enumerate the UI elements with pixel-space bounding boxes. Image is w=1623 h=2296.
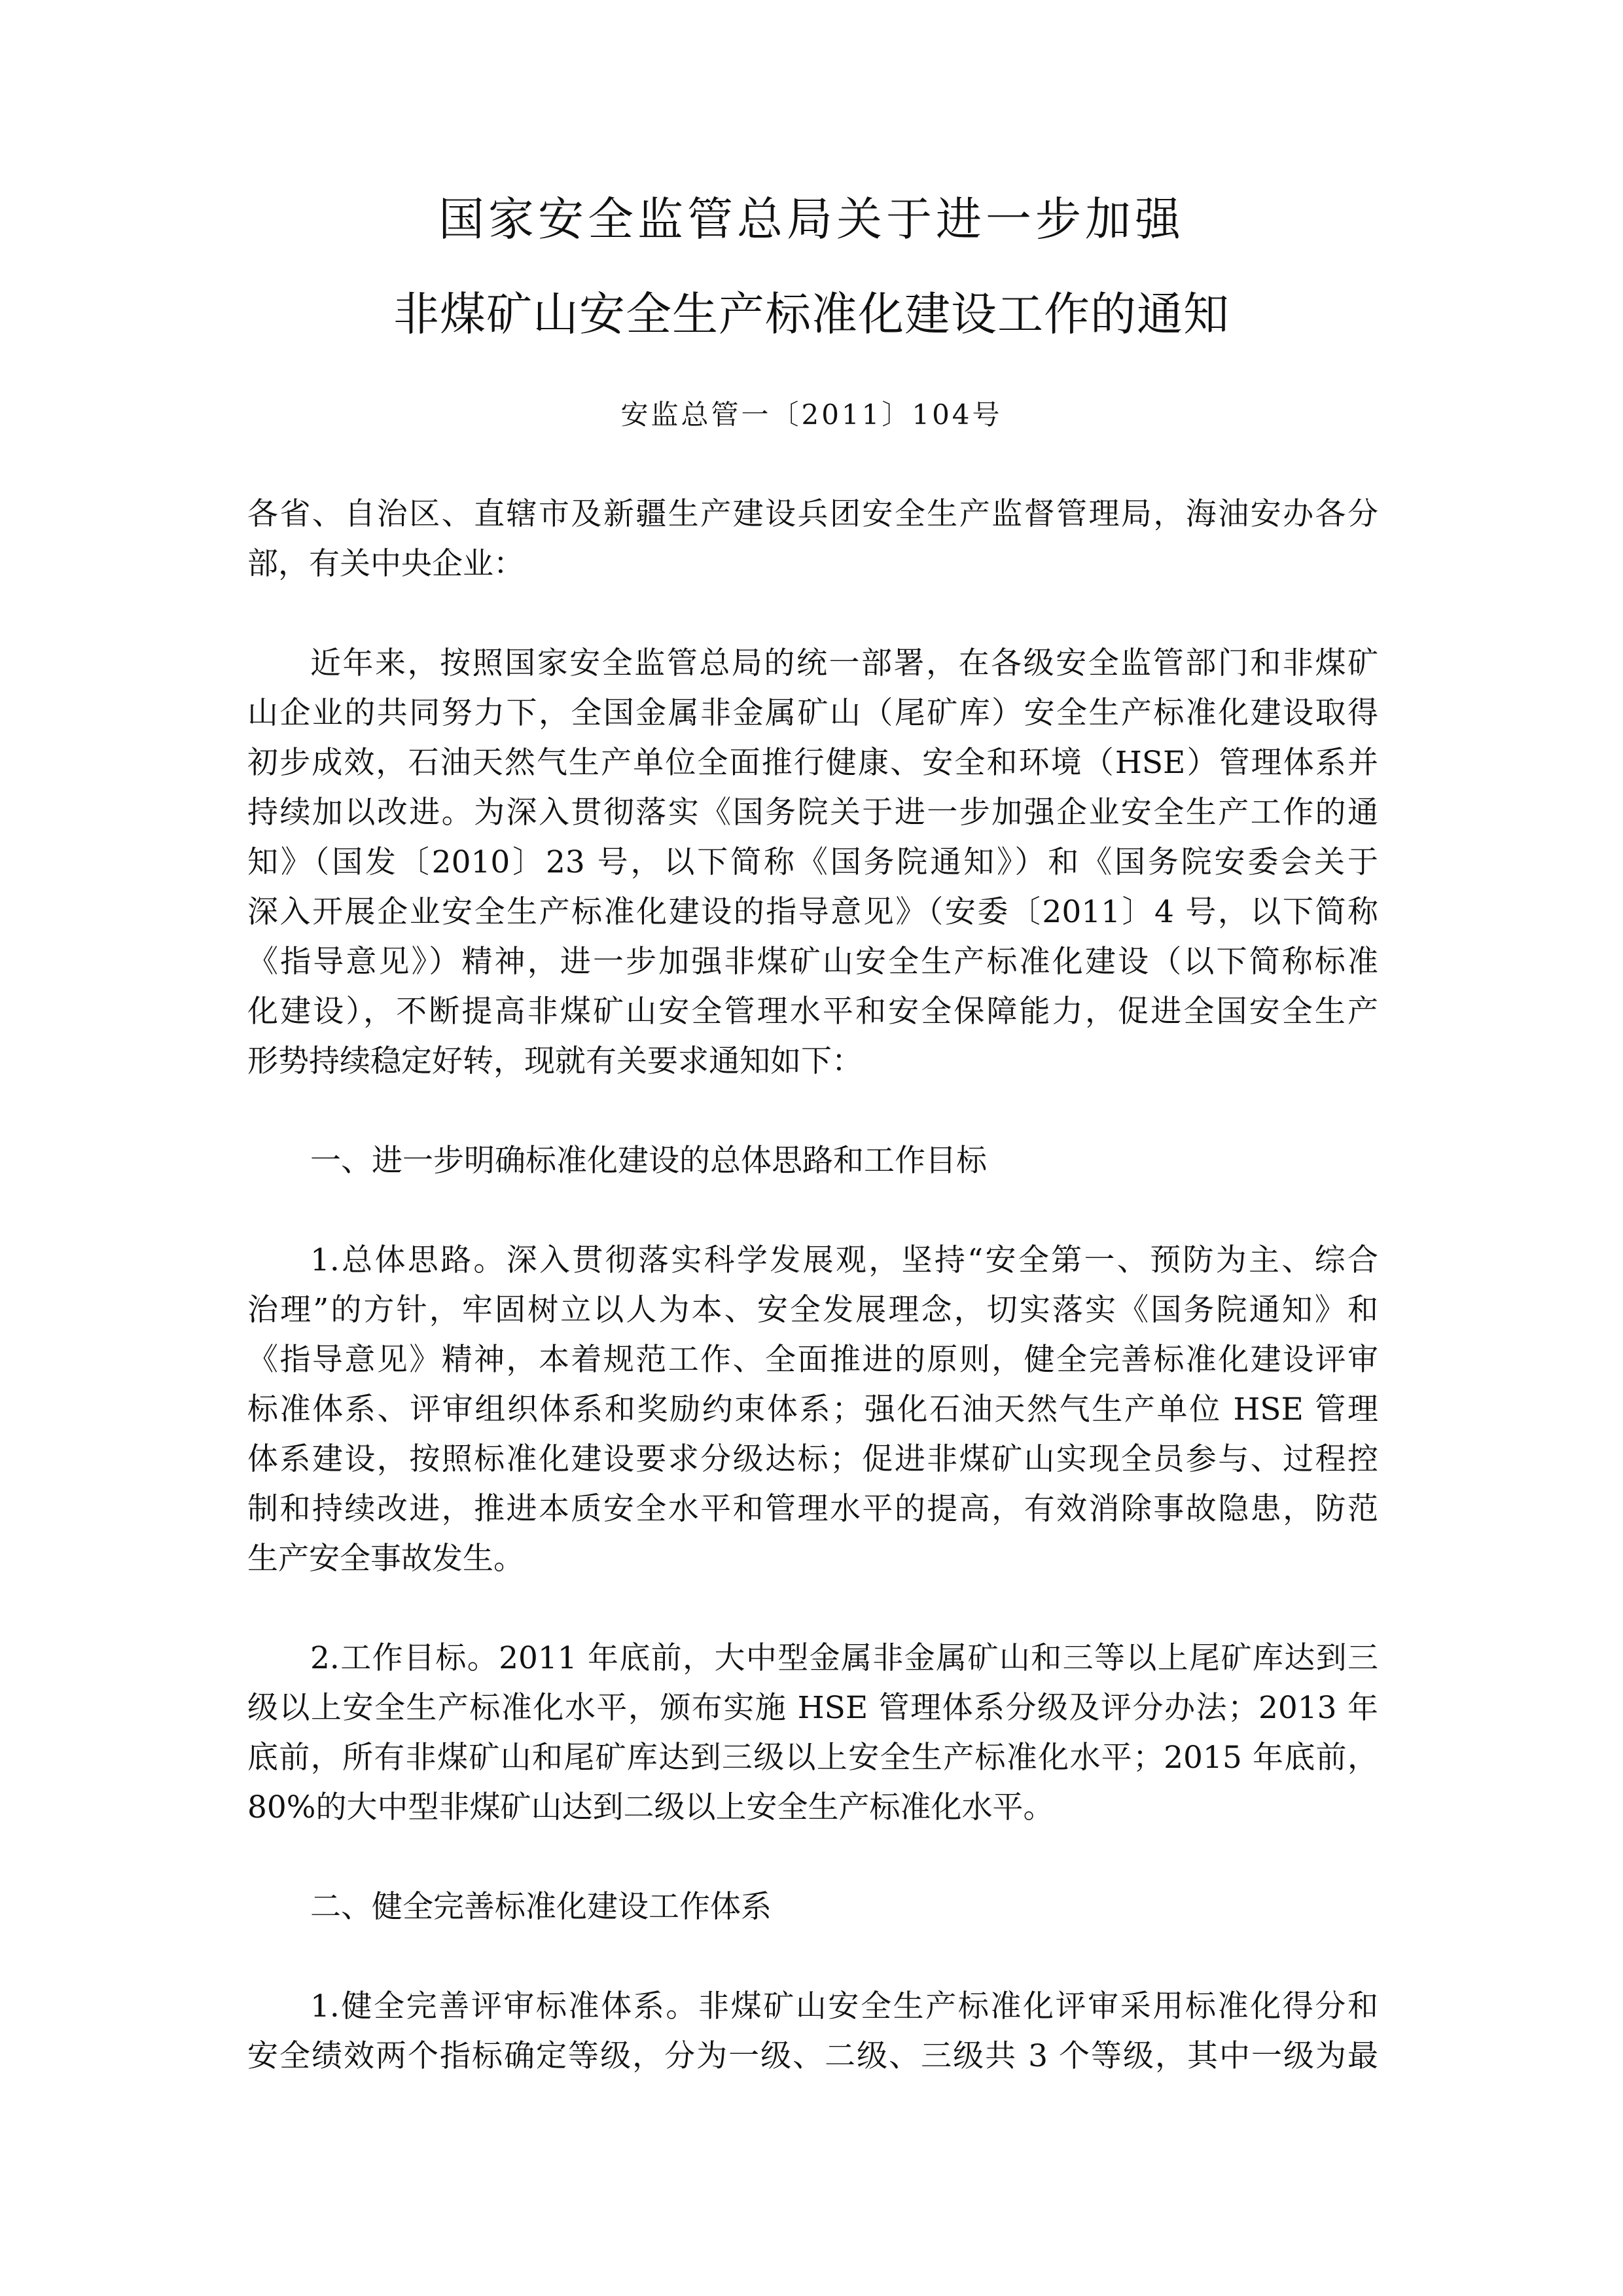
document-body (247, 490, 1378, 2131)
text-line: 初步成效，石油天然气生产单位全面推行健康、安全和环境（HSE）管理体系并 (247, 745, 1378, 781)
text-line: 安全绩效两个指标确定等级，分为一级、二级、三级共 3 个等级，其中一级为最 (247, 2038, 1378, 2074)
text-line: 近年来，按照国家安全监管总局的统一部署，在各级安全监管部门和非煤矿 (310, 645, 1378, 681)
text-line: 部，有关中央企业： (247, 546, 524, 582)
text-line: 体系建设，按照标准化建设要求分级达标；促进非煤矿山实现全员参与、过程控 (247, 1441, 1378, 1477)
text-line: 80%的大中型非煤矿山达到二级以上安全生产标准化水平。 (247, 1789, 1054, 1825)
document-number: 安监总管一〔2011〕104号 (620, 399, 1003, 431)
text-line: 标准体系、评审组织体系和奖励约束体系；强化石油天然气生产单位 HSE 管理 (247, 1391, 1378, 1427)
text-line: 形势持续稳定好转，现就有关要求通知如下： (247, 1043, 863, 1079)
text-line: 《指导意见》精神，本着规范工作、全面推进的原则，健全完善标准化建设评审 (247, 1342, 1378, 1378)
section2-item1-paragraph (247, 1982, 1378, 2081)
text-line: 化建设），不断提高非煤矿山安全管理水平和安全保障能力，促进全国安全生产 (247, 994, 1378, 1030)
text-line: 1.总体思路。深入贯彻落实科学发展观，坚持“安全第一、预防为主、综合 (310, 1242, 1378, 1278)
document-title-line-1: 国家安全监管总局关于进一步加强 (438, 192, 1185, 246)
text-line: 1.健全完善评审标准体系。非煤矿山安全生产标准化评审采用标准化得分和 (310, 1988, 1378, 2024)
document-title-line-2: 非煤矿山安全生产标准化建设工作的通知 (393, 287, 1230, 341)
addressee-paragraph (247, 490, 1378, 589)
section-heading-2: 二、健全完善标准化建设工作体系 (310, 1889, 772, 1925)
section1-item1-paragraph (247, 1236, 1378, 1584)
text-line: 《指导意见》）精神，进一步加强非煤矿山安全生产标准化建设（以下简称标准 (247, 944, 1378, 980)
intro-paragraph (247, 639, 1378, 1086)
text-line: 知》（国发〔2010〕23 号，以下简称《国务院通知》）和《国务院安委会关于 (247, 844, 1378, 880)
section-heading-1: 一、进一步明确标准化建设的总体思路和工作目标 (310, 1143, 987, 1179)
text-line: 持续加以改进。为深入贯彻落实《国务院关于进一步加强企业安全生产工作的通 (247, 795, 1378, 831)
text-line: 制和持续改进，推进本质安全水平和管理水平的提高，有效消除事故隐患，防范 (247, 1491, 1378, 1527)
text-line: 山企业的共同努力下，全国金属非金属矿山（尾矿库）安全生产标准化建设取得 (247, 695, 1378, 731)
text-line: 治理”的方针，牢固树立以人为本、安全发展理念，切实落实《国务院通知》和 (247, 1292, 1378, 1328)
text-line: 级以上安全生产标准化水平，颁布实施 HSE 管理体系分级及评分办法；2013 年 (247, 1690, 1378, 1726)
text-line: 生产安全事故发生。 (247, 1541, 524, 1577)
section1-item2-paragraph (247, 1634, 1378, 1833)
text-line: 各省、自治区、直辖市及新疆生产建设兵团安全生产监督管理局，海油安办各分 (247, 496, 1378, 532)
text-line: 2.工作目标。2011 年底前，大中型金属非金属矿山和三等以上尾矿库达到三 (310, 1640, 1378, 1676)
text-line: 深入开展企业安全生产标准化建设的指导意见》（安委〔2011〕4 号，以下简称 (247, 894, 1378, 930)
text-line: 底前，所有非煤矿山和尾矿库达到三级以上安全生产标准化水平；2015 年底前， (247, 1740, 1378, 1776)
